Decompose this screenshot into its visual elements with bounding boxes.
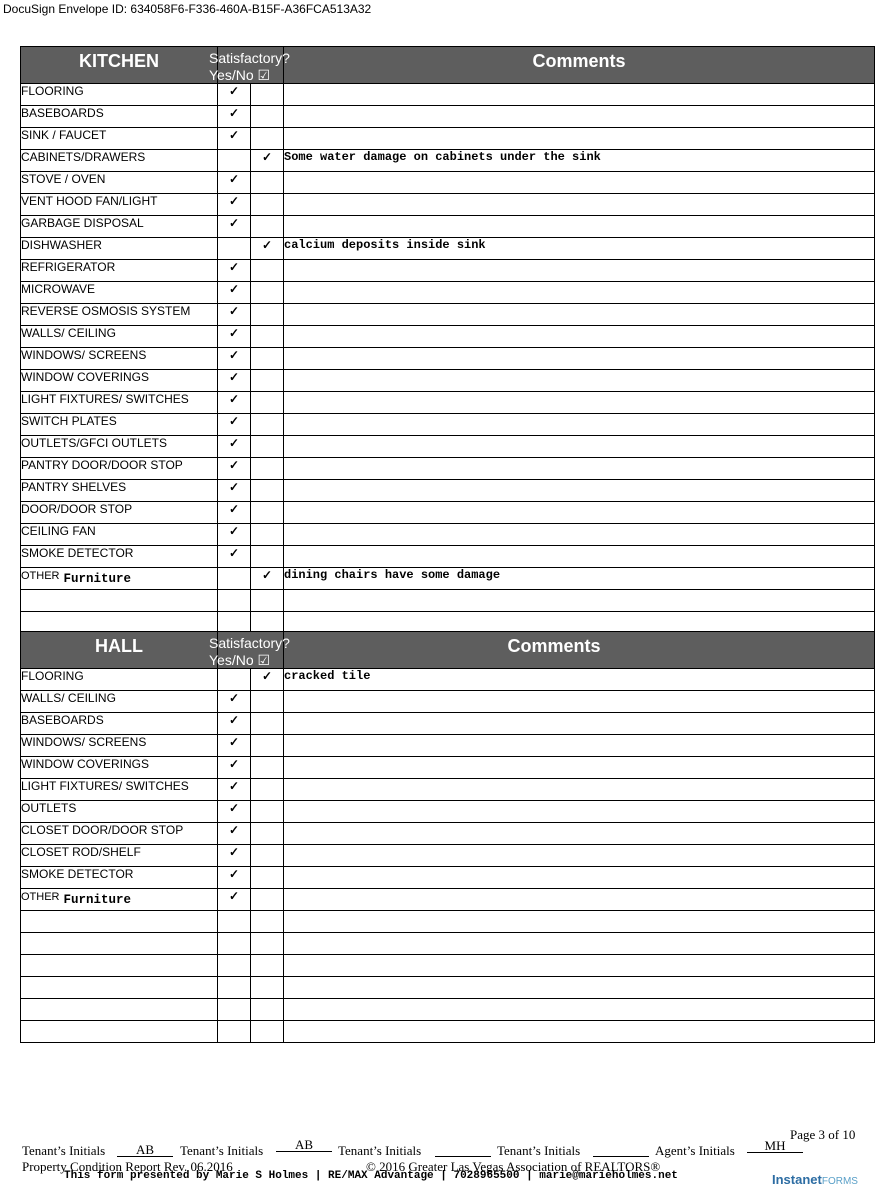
yes-checkbox[interactable]: [218, 999, 251, 1021]
item-label: [21, 414, 218, 436]
section-title: HALL: [21, 632, 218, 669]
yes-checkbox[interactable]: ✓: [218, 801, 251, 823]
yes-checkbox[interactable]: ✓: [218, 823, 251, 845]
table-row: [21, 502, 875, 524]
table-row: [21, 757, 875, 779]
item-name: SMOKE DETECTOR: [21, 867, 134, 881]
yes-checkbox[interactable]: [218, 150, 251, 172]
no-checkbox[interactable]: [251, 691, 284, 713]
item-label: [21, 502, 218, 524]
comment-field[interactable]: [284, 845, 875, 867]
item-label: [21, 691, 218, 713]
table-row: [21, 392, 875, 414]
yes-checkbox[interactable]: [218, 590, 251, 612]
yes-checkbox[interactable]: ✓: [218, 546, 251, 568]
no-checkbox[interactable]: [251, 436, 284, 458]
table-row: [21, 823, 875, 845]
item-label: [21, 106, 218, 128]
item-label: [21, 669, 218, 691]
no-checkbox[interactable]: [251, 502, 284, 524]
no-checkbox[interactable]: [251, 194, 284, 216]
item-label: [21, 1021, 218, 1043]
comment-field[interactable]: [284, 216, 875, 238]
item-label: [21, 216, 218, 238]
item-label: [21, 757, 218, 779]
yes-checkbox[interactable]: ✓: [218, 260, 251, 282]
table-row: [21, 194, 875, 216]
item-name: REVERSE OSMOSIS SYSTEM: [21, 304, 191, 318]
no-checkbox[interactable]: ✓: [251, 238, 284, 260]
comment-field[interactable]: [284, 955, 875, 977]
comment-field[interactable]: [284, 977, 875, 999]
no-checkbox[interactable]: [251, 867, 284, 889]
comment-field[interactable]: [284, 933, 875, 955]
comments-header: Comments: [284, 632, 875, 669]
no-checkbox[interactable]: [251, 392, 284, 414]
yes-checkbox[interactable]: [218, 568, 251, 590]
no-checkbox[interactable]: ✓: [251, 568, 284, 590]
yes-checkbox[interactable]: [218, 955, 251, 977]
item-name: SINK / FAUCET: [21, 128, 107, 142]
no-checkbox[interactable]: [251, 216, 284, 238]
no-checkbox[interactable]: [251, 735, 284, 757]
comment-field[interactable]: [284, 823, 875, 845]
item-label: [21, 150, 218, 172]
item-name: WALLS/ CEILING: [21, 326, 116, 340]
hall-table: [20, 631, 875, 1043]
envelope-id: DocuSign Envelope ID: 634058F6-F336-460A-B15F-A36FCA513A32: [3, 2, 372, 16]
copyright: © 2016 Greater Las Vegas Association of REALTORS®: [366, 1159, 661, 1174]
yes-checkbox[interactable]: ✓: [218, 889, 251, 911]
comment-field[interactable]: [284, 867, 875, 889]
no-checkbox[interactable]: [251, 590, 284, 612]
yes-checkbox[interactable]: ✓: [218, 84, 251, 106]
table-row: [21, 955, 875, 977]
comment-field[interactable]: [284, 691, 875, 713]
item-label: [21, 238, 218, 260]
item-name: LIGHT FIXTURES/ SWITCHES: [21, 392, 189, 406]
item-name: BASEBOARDS: [21, 713, 104, 727]
yes-checkbox[interactable]: ✓: [218, 216, 251, 238]
item-name: DOOR/DOOR STOP: [21, 502, 133, 516]
item-label: [21, 735, 218, 757]
table-row: [21, 260, 875, 282]
agent-initials-label: Agent’s Initials: [655, 1143, 735, 1158]
yes-checkbox[interactable]: ✓: [218, 282, 251, 304]
yes-checkbox[interactable]: ✓: [218, 436, 251, 458]
item-label: [21, 326, 218, 348]
yes-checkbox[interactable]: ✓: [218, 304, 251, 326]
table-row: [21, 889, 875, 911]
comment-field[interactable]: [284, 128, 875, 150]
item-name: OTHER: [21, 891, 60, 903]
table-row: [21, 546, 875, 568]
item-name: OUTLETS: [21, 801, 77, 815]
no-checkbox[interactable]: [251, 84, 284, 106]
no-checkbox[interactable]: [251, 128, 284, 150]
item-name: CEILING FAN: [21, 524, 96, 538]
yes-checkbox[interactable]: ✓: [218, 713, 251, 735]
comment-field[interactable]: [284, 106, 875, 128]
no-checkbox[interactable]: [251, 1021, 284, 1043]
table-row: [21, 911, 875, 933]
comment-field[interactable]: [284, 282, 875, 304]
yes-checkbox[interactable]: ✓: [218, 867, 251, 889]
page-number: Page 3 of 10: [790, 1127, 856, 1142]
no-checkbox[interactable]: [251, 999, 284, 1021]
comment-field[interactable]: dining chairs have some damage: [284, 568, 875, 590]
yes-checkbox[interactable]: ✓: [218, 502, 251, 524]
item-name: STOVE / OVEN: [21, 172, 106, 186]
table-row: [21, 216, 875, 238]
no-checkbox[interactable]: [251, 106, 284, 128]
no-checkbox[interactable]: ✓: [251, 150, 284, 172]
yes-checkbox[interactable]: ✓: [218, 735, 251, 757]
comment-field[interactable]: [284, 502, 875, 524]
table-row: [21, 106, 875, 128]
item-name: WINDOWS/ SCREENS: [21, 735, 147, 749]
comment-field[interactable]: calcium deposits inside sink: [284, 238, 875, 260]
yes-checkbox[interactable]: ✓: [218, 524, 251, 546]
item-name: WALLS/ CEILING: [21, 691, 116, 705]
kitchen-header-row: [21, 47, 875, 84]
comment-field[interactable]: [284, 392, 875, 414]
no-checkbox[interactable]: [251, 304, 284, 326]
yes-checkbox[interactable]: [218, 933, 251, 955]
item-label: [21, 977, 218, 999]
table-row: [21, 691, 875, 713]
no-checkbox[interactable]: [251, 348, 284, 370]
comments-header: Comments: [284, 47, 875, 84]
no-checkbox[interactable]: [251, 524, 284, 546]
table-row: [21, 713, 875, 735]
item-name: WINDOWS/ SCREENS: [21, 348, 147, 362]
no-checkbox[interactable]: [251, 977, 284, 999]
no-checkbox[interactable]: [251, 713, 284, 735]
comment-field[interactable]: [284, 436, 875, 458]
item-label: [21, 84, 218, 106]
no-checkbox[interactable]: [251, 801, 284, 823]
tenant-initials-field-4[interactable]: [593, 1142, 649, 1157]
comment-field[interactable]: [284, 801, 875, 823]
item-label: [21, 911, 218, 933]
other-value[interactable]: Furniture: [63, 893, 132, 907]
no-checkbox[interactable]: [251, 370, 284, 392]
yes-checkbox[interactable]: ✓: [218, 128, 251, 150]
item-label: [21, 260, 218, 282]
comment-field[interactable]: [284, 757, 875, 779]
instanet-logo: InstanetFORMS: [772, 1172, 858, 1187]
item-label: [21, 590, 218, 612]
table-row: [21, 845, 875, 867]
no-checkbox[interactable]: [251, 282, 284, 304]
yes-checkbox[interactable]: [218, 911, 251, 933]
item-label: [21, 524, 218, 546]
item-label: [21, 128, 218, 150]
table-row: [21, 172, 875, 194]
item-label: [21, 568, 218, 590]
no-checkbox[interactable]: [251, 955, 284, 977]
no-checkbox[interactable]: [251, 889, 284, 911]
item-name: SWITCH PLATES: [21, 414, 117, 428]
comment-field[interactable]: [284, 458, 875, 480]
item-label: [21, 436, 218, 458]
comment-field[interactable]: Some water damage on cabinets under the sink: [284, 150, 875, 172]
table-row: [21, 458, 875, 480]
yes-checkbox[interactable]: [218, 238, 251, 260]
tenant-initials-label-2: Tenant’s Initials: [180, 1143, 264, 1158]
table-row: [21, 779, 875, 801]
item-name: VENT HOOD FAN/LIGHT: [21, 194, 158, 208]
presented-by: This form presented by Marie S Holmes | RE/MAX Advantage | 7028965500 | marie@marieholmes.net: [64, 1170, 678, 1182]
item-label: [21, 801, 218, 823]
item-name: PANTRY SHELVES: [21, 480, 127, 494]
table-row: [21, 282, 875, 304]
item-name: CLOSET DOOR/DOOR STOP: [21, 823, 184, 837]
item-label: [21, 282, 218, 304]
yes-checkbox[interactable]: ✓: [218, 414, 251, 436]
item-label: [21, 304, 218, 326]
tenant-initials-label-4: Tenant’s Initials: [497, 1143, 581, 1158]
table-row: [21, 735, 875, 757]
no-checkbox[interactable]: [251, 845, 284, 867]
item-label: [21, 845, 218, 867]
comment-field[interactable]: [284, 194, 875, 216]
item-name: LIGHT FIXTURES/ SWITCHES: [21, 779, 189, 793]
yes-checkbox[interactable]: ✓: [218, 326, 251, 348]
item-name: OTHER: [21, 570, 60, 582]
comment-field[interactable]: [284, 999, 875, 1021]
item-name: OUTLETS/GFCI OUTLETS: [21, 436, 168, 450]
table-row: [21, 867, 875, 889]
tenant-initials-label-1: Tenant’s Initials: [22, 1143, 106, 1158]
other-value[interactable]: Furniture: [63, 572, 132, 586]
comment-field[interactable]: [284, 480, 875, 502]
item-label: [21, 480, 218, 502]
yes-checkbox[interactable]: ✓: [218, 458, 251, 480]
satisfactory-header: Satisfactory? Yes/No ☑: [218, 47, 284, 84]
yes-checkbox[interactable]: ✓: [218, 106, 251, 128]
no-checkbox[interactable]: [251, 757, 284, 779]
item-name: FLOORING: [21, 669, 84, 683]
table-row: [21, 326, 875, 348]
item-name: WINDOW COVERINGS: [21, 370, 149, 384]
item-name: CLOSET ROD/SHELF: [21, 845, 141, 859]
report-revision: Property Condition Report Rev. 06.2016: [22, 1159, 233, 1174]
table-row: [21, 999, 875, 1021]
no-checkbox[interactable]: [251, 326, 284, 348]
yes-checkbox[interactable]: ✓: [218, 194, 251, 216]
item-label: [21, 999, 218, 1021]
item-name: GARBAGE DISPOSAL: [21, 216, 144, 230]
item-label: [21, 370, 218, 392]
item-name: SMOKE DETECTOR: [21, 546, 134, 560]
yes-checkbox[interactable]: [218, 1021, 251, 1043]
table-row: [21, 590, 875, 612]
tenant-initials-label-3: Tenant’s Initials: [338, 1143, 422, 1158]
comment-field[interactable]: [284, 713, 875, 735]
table-row: [21, 348, 875, 370]
item-name: DISHWASHER: [21, 238, 102, 252]
table-row: [21, 1021, 875, 1043]
no-checkbox[interactable]: [251, 458, 284, 480]
table-row: [21, 128, 875, 150]
tenant-initials-field-3[interactable]: [435, 1142, 491, 1157]
item-name: MICROWAVE: [21, 282, 95, 296]
item-name: CABINETS/DRAWERS: [21, 150, 146, 164]
yes-checkbox[interactable]: [218, 977, 251, 999]
hall-header-row: [21, 632, 875, 669]
comment-field[interactable]: [284, 84, 875, 106]
comment-field[interactable]: [284, 889, 875, 911]
item-label: [21, 955, 218, 977]
yes-checkbox[interactable]: ✓: [218, 845, 251, 867]
item-label: [21, 933, 218, 955]
item-label: [21, 867, 218, 889]
item-label: [21, 823, 218, 845]
item-label: [21, 889, 218, 911]
comment-field[interactable]: [284, 911, 875, 933]
agent-initials-field[interactable]: MH: [747, 1138, 803, 1153]
comment-field[interactable]: [284, 348, 875, 370]
comment-field[interactable]: [284, 370, 875, 392]
item-label: [21, 194, 218, 216]
table-row: [21, 669, 875, 691]
item-label: [21, 779, 218, 801]
no-checkbox[interactable]: [251, 823, 284, 845]
table-row: [21, 370, 875, 392]
comment-field[interactable]: cracked tile: [284, 669, 875, 691]
comment-field[interactable]: [284, 260, 875, 282]
comment-field[interactable]: [284, 735, 875, 757]
table-row: [21, 84, 875, 106]
comment-field[interactable]: [284, 172, 875, 194]
item-label: [21, 458, 218, 480]
yes-checkbox[interactable]: ✓: [218, 348, 251, 370]
yes-checkbox[interactable]: ✓: [218, 691, 251, 713]
tenant-initials-field-2[interactable]: AB: [276, 1137, 332, 1152]
item-name: PANTRY DOOR/DOOR STOP: [21, 458, 183, 472]
item-name: FLOORING: [21, 84, 84, 98]
table-row: [21, 977, 875, 999]
yes-checkbox[interactable]: ✓: [218, 392, 251, 414]
comment-field[interactable]: [284, 1021, 875, 1043]
table-row: [21, 801, 875, 823]
comment-field[interactable]: [284, 590, 875, 612]
comment-field[interactable]: [284, 326, 875, 348]
table-row: [21, 480, 875, 502]
comment-field[interactable]: [284, 414, 875, 436]
kitchen-table: [20, 46, 875, 634]
yes-checkbox[interactable]: ✓: [218, 370, 251, 392]
comment-field[interactable]: [284, 524, 875, 546]
item-label: [21, 713, 218, 735]
no-checkbox[interactable]: [251, 480, 284, 502]
yes-checkbox[interactable]: ✓: [218, 172, 251, 194]
item-name: WINDOW COVERINGS: [21, 757, 149, 771]
table-row: [21, 238, 875, 260]
no-checkbox[interactable]: [251, 933, 284, 955]
item-name: REFRIGERATOR: [21, 260, 116, 274]
item-label: [21, 392, 218, 414]
section-title: KITCHEN: [21, 47, 218, 84]
comment-field[interactable]: [284, 304, 875, 326]
yes-checkbox[interactable]: [218, 669, 251, 691]
no-checkbox[interactable]: [251, 911, 284, 933]
table-row: [21, 304, 875, 326]
table-row: [21, 933, 875, 955]
satisfactory-header: Satisfactory? Yes/No ☑: [218, 632, 284, 669]
item-label: [21, 546, 218, 568]
table-row: [21, 150, 875, 172]
comment-field[interactable]: [284, 779, 875, 801]
item-name: BASEBOARDS: [21, 106, 104, 120]
yes-checkbox[interactable]: ✓: [218, 480, 251, 502]
item-label: [21, 172, 218, 194]
no-checkbox[interactable]: [251, 414, 284, 436]
comment-field[interactable]: [284, 546, 875, 568]
no-checkbox[interactable]: [251, 172, 284, 194]
table-row: [21, 568, 875, 590]
table-row: [21, 436, 875, 458]
no-checkbox[interactable]: [251, 260, 284, 282]
table-row: [21, 524, 875, 546]
no-checkbox[interactable]: [251, 779, 284, 801]
no-checkbox[interactable]: ✓: [251, 669, 284, 691]
no-checkbox[interactable]: [251, 546, 284, 568]
tenant-initials-field-1[interactable]: AB: [117, 1142, 173, 1157]
yes-checkbox[interactable]: ✓: [218, 757, 251, 779]
item-label: [21, 348, 218, 370]
table-row: [21, 414, 875, 436]
yes-checkbox[interactable]: ✓: [218, 779, 251, 801]
